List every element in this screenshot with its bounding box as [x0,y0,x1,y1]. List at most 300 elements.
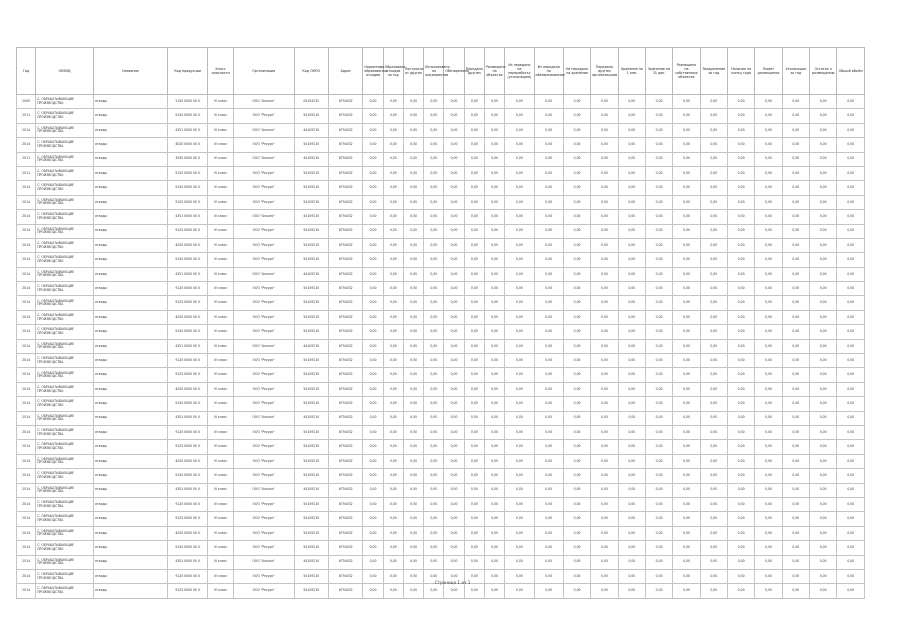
table-cell: 0,00 [484,339,504,353]
table-cell: 0,00 [484,282,504,296]
table-cell: ООО "Альянс" [233,267,294,281]
table-cell: 0,00 [755,425,782,439]
table-cell: ООО "Ресурс" [233,368,294,382]
table-cell: 0,00 [534,282,563,296]
table-cell: 0,00 [444,584,464,598]
table-cell: 6754032 [328,310,362,324]
table-cell: 0,00 [403,310,423,324]
table-cell: 0,00 [645,195,672,209]
table-cell: 0,00 [534,238,563,252]
table-cell: III класс [208,123,233,137]
table-cell: 0,00 [403,569,423,583]
table-cell: 0,00 [700,339,727,353]
table-cell: 0,00 [534,109,563,123]
table-cell: 54109210 [294,109,328,123]
table-cell: 0,00 [837,569,865,583]
table-cell: 44109210 [294,152,328,166]
table-cell: 0,00 [383,454,403,468]
table-cell: 0,00 [645,224,672,238]
table-cell: ООО "Ресурс" [233,454,294,468]
table-cell: 0,00 [505,411,534,425]
table-cell: 0,00 [464,555,484,569]
table-cell: 0,00 [700,397,727,411]
table-cell: 0,00 [645,152,672,166]
table-cell: 0,00 [563,440,590,454]
table-cell: 0,00 [403,512,423,526]
table-cell: 0,00 [700,95,727,109]
table-cell: 0,00 [782,555,809,569]
table-cell: С. ОБРАБАТЫВАЮЩИЕ ПРОИЗВОДСТВА [36,555,94,569]
table-cell: 54109210 [294,569,328,583]
table-cell: отходы [93,267,167,281]
table-cell: 0,00 [444,541,464,555]
table-cell: 0,00 [563,195,590,209]
table-cell: отходы [93,397,167,411]
table-cell: 0,00 [363,296,383,310]
table-cell: 0,00 [424,109,444,123]
table-cell: 6754032 [328,181,362,195]
table-cell: 0,00 [837,267,865,281]
table-cell: 0,00 [505,469,534,483]
table-cell: 2014 [17,440,36,454]
table-cell: 0,00 [591,526,618,540]
table-cell: 0,00 [444,95,464,109]
table-cell: 6754032 [328,224,362,238]
table-cell: 0,00 [363,138,383,152]
table-cell: 0,00 [424,339,444,353]
table-cell: 0,00 [424,310,444,324]
table-cell: 4020 0000 00 0 [167,238,208,252]
table-cell: 0,00 [782,483,809,497]
table-cell: 0,00 [810,382,837,396]
table-cell: 0,00 [591,555,618,569]
table-cell: 0,00 [383,569,403,583]
table-cell: 0,00 [727,310,754,324]
table-cell: С. ОБРАБАТЫВАЮЩИЕ ПРОИЗВОДСТВА [36,469,94,483]
table-cell: 0,00 [363,195,383,209]
table-cell: 0,00 [782,569,809,583]
table-cell: 0,00 [673,181,700,195]
table-cell: 0,00 [727,354,754,368]
table-cell: 0,00 [563,497,590,511]
table-cell: 0,00 [810,109,837,123]
table-cell: С. ОБРАБАТЫВАЮЩИЕ ПРОИЗВОДСТВА [36,296,94,310]
table-cell: 0,00 [403,152,423,166]
table-cell: 0,00 [464,397,484,411]
table-cell: 0,00 [755,195,782,209]
table-cell: 0,00 [645,354,672,368]
column-header: Использовано на предприятии [424,48,444,95]
table-cell: 0,00 [505,210,534,224]
table-cell: 0,00 [444,368,464,382]
table-cell: 0,00 [505,166,534,180]
table-cell: 0,00 [534,497,563,511]
table-cell: 0,00 [383,210,403,224]
table-cell: IV класс [208,95,233,109]
table-cell: 0,00 [444,469,464,483]
table-cell: 0,00 [810,469,837,483]
table-cell: 6754032 [328,267,362,281]
table-cell: 2150 0000 00 0 [167,95,208,109]
table-cell: 0,00 [363,526,383,540]
table-cell: 0,00 [464,195,484,209]
table-cell: 0,00 [755,138,782,152]
table-cell: 6754032 [328,483,362,497]
table-cell: 0,00 [505,296,534,310]
table-cell: 0,00 [782,382,809,396]
table-cell: 0,00 [505,555,534,569]
table-cell: 0,00 [383,238,403,252]
table-cell: 6754032 [328,512,362,526]
table-cell: 0,00 [782,109,809,123]
table-cell: 0,00 [505,224,534,238]
table-cell: 0,00 [563,282,590,296]
table-cell: 0,00 [673,354,700,368]
table-cell: 0,00 [673,512,700,526]
table-cell: 0,00 [563,483,590,497]
table-cell: 6754032 [328,411,362,425]
table-cell: 0,00 [464,569,484,583]
table-cell: 0,00 [403,109,423,123]
table-cell: 0,00 [727,382,754,396]
table-cell: 0,00 [444,282,464,296]
table-cell: 0,00 [464,296,484,310]
table-cell: 0,00 [618,440,645,454]
table-cell: 0,00 [837,325,865,339]
table-cell: 0,00 [727,483,754,497]
table-cell: отходы [93,123,167,137]
column-header: Лимит размещения [755,48,782,95]
table-cell: 0,00 [591,512,618,526]
column-header: Код продукции [167,48,208,95]
table-cell: 0,00 [727,152,754,166]
table-cell: 0,00 [424,483,444,497]
table-cell: 0,00 [444,123,464,137]
table-cell: 0,00 [424,440,444,454]
column-header: Год [17,48,36,95]
table-cell: 0,00 [591,138,618,152]
table-cell: 0,00 [363,541,383,555]
table-cell: 0,00 [563,425,590,439]
table-cell: 0,00 [505,109,534,123]
table-cell: ООО "Альянс" [233,555,294,569]
table-cell: 0,00 [673,555,700,569]
table-cell: 0,00 [464,584,484,598]
table-cell: 0,00 [534,526,563,540]
table-cell: 0,00 [755,238,782,252]
table-cell: 0,00 [563,325,590,339]
table-cell: 0,00 [591,95,618,109]
table-cell: 0,00 [645,238,672,252]
table-cell: 0,00 [727,512,754,526]
table-cell: 0,00 [505,368,534,382]
column-header: Утилизация за год [782,48,809,95]
table-cell: ООО "Ресурс" [233,440,294,454]
table-cell: 2014 [17,339,36,353]
table-cell: 0,00 [484,152,504,166]
table-cell: 0,00 [755,368,782,382]
table-cell: 0,00 [383,397,403,411]
table-cell: 0,00 [700,310,727,324]
table-cell: С. ОБРАБАТЫВАЮЩИЕ ПРОИЗВОДСТВА [36,152,94,166]
table-cell: 0,00 [618,569,645,583]
table-cell: 0,00 [782,195,809,209]
table-cell: 0,00 [464,425,484,439]
table-cell: 0,00 [700,526,727,540]
table-cell: 0,00 [363,483,383,497]
column-header: Образовано отходов за год [383,48,403,95]
table-cell: 0,00 [591,152,618,166]
table-cell: 0,00 [810,555,837,569]
table-cell: IV класс [208,310,233,324]
table-cell: 54109210 [294,440,328,454]
table-cell: 0,00 [727,325,754,339]
table-cell: 0,00 [645,425,672,439]
table-cell: 0,00 [424,253,444,267]
table-cell: 0,00 [810,339,837,353]
table-cell: 0,00 [618,282,645,296]
table-cell: 0,00 [727,181,754,195]
table-cell: 0,00 [618,238,645,252]
column-header: Хранение на 1 янв. [618,48,645,95]
table-cell: 0,00 [755,95,782,109]
table-cell: С. ОБРАБАТЫВАЮЩИЕ ПРОИЗВОДСТВА [36,310,94,324]
table-cell: 0,00 [782,397,809,411]
table-cell: 0,00 [618,166,645,180]
table-cell: 54109210 [294,325,328,339]
table-cell: 0,00 [534,195,563,209]
table-cell: 0,00 [837,181,865,195]
table-cell: 0,00 [810,138,837,152]
table-cell: С. ОБРАБАТЫВАЮЩИЕ ПРОИЗВОДСТВА [36,224,94,238]
column-header: Из передано на хранение [563,48,590,95]
table-cell: 0,00 [727,238,754,252]
table-cell: 0,00 [444,382,464,396]
table-cell: 0,00 [673,310,700,324]
table-cell: отходы [93,454,167,468]
table-cell: 0,00 [673,109,700,123]
table-cell: 0,00 [618,483,645,497]
table-cell: 0,00 [782,325,809,339]
table-cell: 9120 0000 00 0 [167,195,208,209]
table-cell: 0,00 [837,354,865,368]
table-cell: 0,00 [673,138,700,152]
table-cell: 0,00 [700,138,727,152]
table-cell: С. ОБРАБАТЫВАЮЩИЕ ПРОИЗВОДСТВА [36,411,94,425]
table-cell: IV класс [208,541,233,555]
table-cell: 0,00 [645,440,672,454]
table-cell: 0,00 [403,95,423,109]
table-cell: IV класс [208,238,233,252]
table-cell: отходы [93,282,167,296]
table-cell: 0,00 [424,296,444,310]
table-cell: 0,00 [563,541,590,555]
table-cell: 54109210 [294,526,328,540]
table-cell: ООО "Альянс" [233,123,294,137]
table-cell: 0,00 [755,497,782,511]
table-cell: 0,00 [673,440,700,454]
table-cell: 0,00 [484,555,504,569]
table-cell: 0,00 [534,569,563,583]
table-cell: 0,00 [837,469,865,483]
table-cell: 0,00 [673,267,700,281]
table-cell: 0,00 [424,425,444,439]
table-cell: 6754032 [328,339,362,353]
table-cell: отходы [93,512,167,526]
table-cell: 0,00 [618,296,645,310]
table-cell: отходы [93,440,167,454]
table-cell: 2014 [17,497,36,511]
table-cell: 4351 0000 00 0 [167,555,208,569]
table-cell: ООО "Альянс" [233,411,294,425]
table-cell: 9120 0000 00 0 [167,584,208,598]
table-cell: 0,00 [505,512,534,526]
table-cell: 0,00 [700,253,727,267]
table-cell: 0,00 [618,152,645,166]
table-cell: ООО "Ресурс" [233,195,294,209]
table-cell: 54109210 [294,497,328,511]
table-cell: 0,00 [727,584,754,598]
table-cell: 0,00 [782,339,809,353]
table-cell: 0,00 [534,368,563,382]
table-cell: С. ОБРАБАТЫВАЮЩИЕ ПРОИЗВОДСТВА [36,397,94,411]
table-cell: 0,00 [484,526,504,540]
table-cell: IV класс [208,454,233,468]
table-cell: 0,00 [363,382,383,396]
table-cell: 0,00 [563,166,590,180]
table-cell: 0,00 [563,253,590,267]
table-cell: 0,00 [782,282,809,296]
table-cell: 0,00 [464,95,484,109]
table-cell: отходы [93,210,167,224]
table-row [17,555,865,569]
table-cell: 0,00 [444,166,464,180]
table-cell: 0,00 [363,425,383,439]
table-cell: 0,00 [673,210,700,224]
table-cell: 2014 [17,526,36,540]
table-cell: С. ОБРАБАТЫВАЮЩИЕ ПРОИЗВОДСТВА [36,483,94,497]
table-cell: 0,00 [464,469,484,483]
table-cell: 0,00 [645,339,672,353]
table-cell: 2014 [17,210,36,224]
table-cell: 0,00 [424,397,444,411]
table-cell: 0,00 [534,166,563,180]
column-header: ОКВЭД [36,48,94,95]
table-cell: 0,00 [810,411,837,425]
table-cell: IV класс [208,569,233,583]
table-cell: 0,00 [837,555,865,569]
table-cell: 0,00 [484,210,504,224]
table-cell: 9120 0000 00 0 [167,354,208,368]
table-cell: 54109210 [294,454,328,468]
table-cell: 0,00 [673,282,700,296]
table-cell: 0,00 [645,166,672,180]
table-cell: 0,00 [837,454,865,468]
table-cell: 0,00 [673,425,700,439]
table-cell: 0,00 [837,152,865,166]
table-cell: 0,00 [363,368,383,382]
table-cell: 44109210 [294,210,328,224]
table-row [17,368,865,382]
table-cell: 0,00 [591,109,618,123]
table-cell: 0,00 [505,397,534,411]
table-cell: отходы [93,382,167,396]
table-cell: 9120 0000 00 0 [167,253,208,267]
table-cell: 0,00 [363,210,383,224]
table-cell: IV класс [208,181,233,195]
table-cell: 0,00 [727,95,754,109]
table-cell: 6754032 [328,282,362,296]
table-cell: 0,00 [645,569,672,583]
table-cell: 0,00 [484,166,504,180]
table-cell: 0,00 [591,454,618,468]
table-cell: 0,00 [444,425,464,439]
table-cell: 0,00 [505,569,534,583]
table-cell: 0,00 [383,497,403,511]
table-cell: ООО "Альянс" [233,483,294,497]
waste-report-table [16,47,865,599]
table-cell: 0,00 [591,497,618,511]
table-cell: 0,00 [591,354,618,368]
table-cell: 0,00 [837,195,865,209]
table-cell: 54109210 [294,138,328,152]
table-cell: 2014 [17,512,36,526]
table-cell: 0,00 [563,339,590,353]
table-cell: 0,00 [591,123,618,137]
table-cell: С. ОБРАБАТЫВАЮЩИЕ ПРОИЗВОДСТВА [36,339,94,353]
table-cell: 0,00 [755,512,782,526]
table-cell: 0,00 [383,526,403,540]
table-cell: 6754032 [328,354,362,368]
table-cell: 0,00 [383,584,403,598]
table-cell: отходы [93,354,167,368]
table-cell: 0,00 [755,526,782,540]
table-cell: отходы [93,166,167,180]
table-cell: 0,00 [444,238,464,252]
table-cell: 0,00 [505,483,534,497]
table-cell: 0,00 [464,138,484,152]
table-row [17,382,865,396]
table-cell: 0,00 [618,584,645,598]
table-cell: IV класс [208,425,233,439]
table-cell: 4351 0000 00 0 [167,210,208,224]
table-cell: 0,00 [563,555,590,569]
table-cell: 0,00 [464,253,484,267]
table-cell: 0,00 [645,325,672,339]
table-cell: IV класс [208,152,233,166]
table-row [17,497,865,511]
table-cell: 0,00 [563,224,590,238]
table-cell: 0,00 [363,440,383,454]
table-cell: 0,00 [618,368,645,382]
table-cell: 54109210 [294,368,328,382]
table-cell: 9120 0000 00 0 [167,166,208,180]
table-cell: 0,00 [403,181,423,195]
table-cell: 0,00 [444,267,464,281]
table-cell: 0,00 [464,526,484,540]
table-cell: 0,00 [534,584,563,598]
table-cell: ООО "Ресурс" [233,296,294,310]
table-cell: 0,00 [534,411,563,425]
table-cell: 0,00 [534,325,563,339]
table-cell: 0,00 [591,339,618,353]
table-cell: 0,00 [363,282,383,296]
table-cell: 0,00 [618,382,645,396]
table-cell: 0,00 [424,411,444,425]
table-cell: 0,00 [618,253,645,267]
table-cell: 0,00 [383,152,403,166]
table-cell: 0,00 [383,325,403,339]
